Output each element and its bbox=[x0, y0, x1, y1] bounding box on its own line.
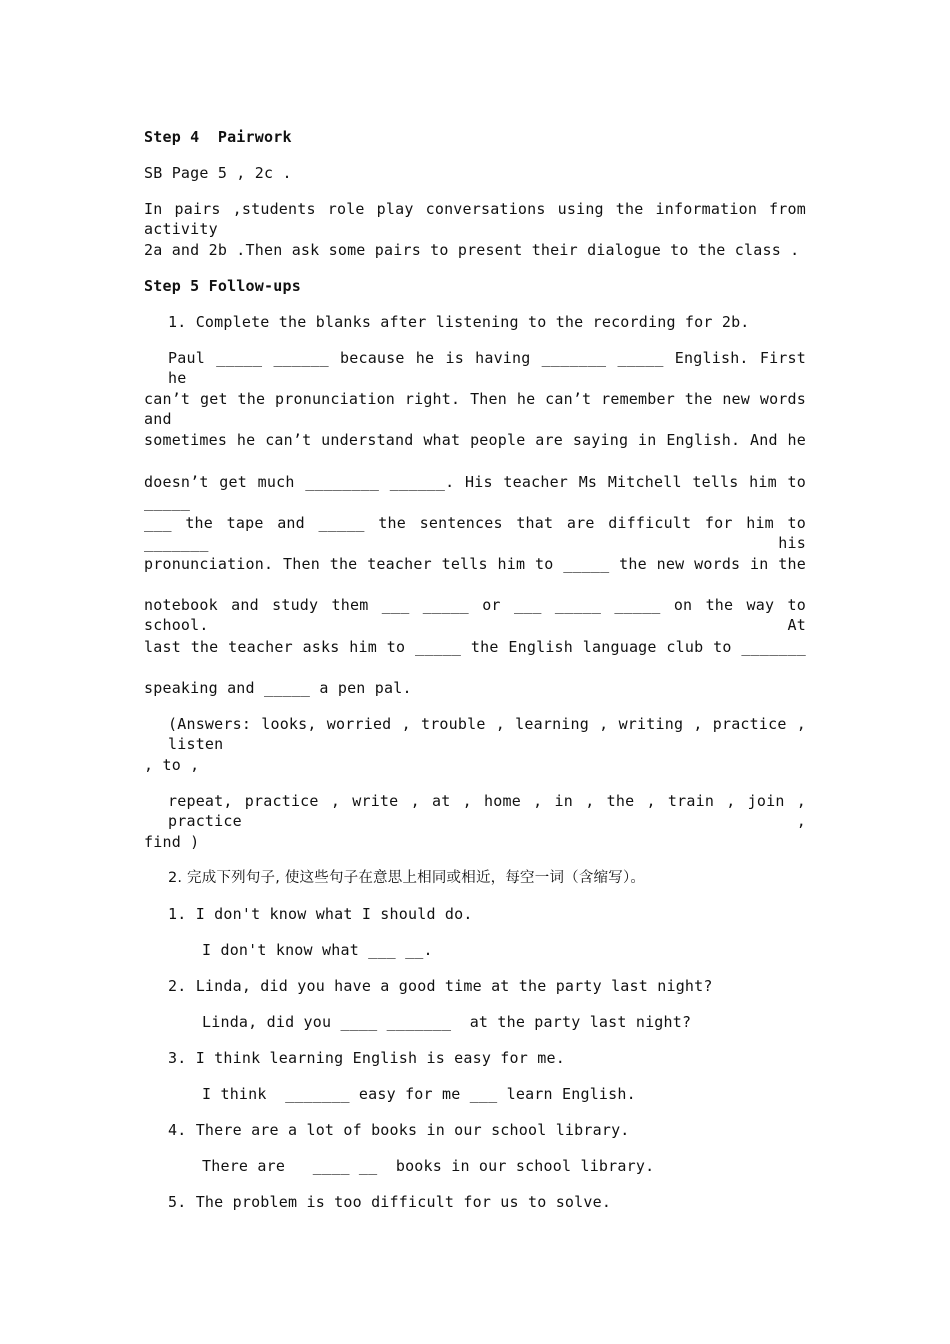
step4-instruction-line-1: In pairs ,students role play conversations using the information from activity bbox=[144, 200, 806, 238]
step4-instruction-line-2: 2a and 2b .Then ask some pairs to present their dialogue to the class . bbox=[144, 241, 800, 259]
exercise-question: 1. I don't know what I should do. bbox=[168, 905, 473, 923]
passage-line: can’t get the pronunciation right. Then he can’t remember the new words and bbox=[144, 390, 806, 428]
passage-line: sometimes he can’t understand what people are saying in English. And he bbox=[144, 431, 806, 449]
passage-line: Paul _____ ______ because he is having _______ _____ English. First he bbox=[168, 349, 806, 387]
answers-line: (Answers: looks, worried , trouble , learning , writing , practice , listen bbox=[168, 715, 806, 753]
answers-line: repeat, practice , write , at , home , in , the , train , join , practice , bbox=[168, 792, 806, 830]
passage-line: ___ the tape and _____ the sentences that are difficult for him to _______ his bbox=[144, 514, 806, 552]
exercise-answer: I think _______ easy for me ___ learn English. bbox=[202, 1085, 636, 1103]
exercise-answer: There are ____ __ books in our school library. bbox=[202, 1157, 655, 1175]
step4-heading: Step 4 Pairwork bbox=[144, 128, 292, 146]
task1-title: 1. Complete the blanks after listening to the recording for 2b. bbox=[168, 313, 750, 331]
exercise-answer: I don't know what ___ __. bbox=[202, 941, 433, 959]
exercise-question: 3. I think learning English is easy for me. bbox=[168, 1049, 565, 1067]
exercise-question: 4. There are a lot of books in our school library. bbox=[168, 1121, 630, 1139]
passage-line: pronunciation. Then the teacher tells him to _____ the new words in the bbox=[144, 555, 806, 573]
answers-line: find ) bbox=[144, 833, 200, 851]
step4-reference: SB Page 5 , 2c . bbox=[144, 164, 292, 182]
passage-line: last the teacher asks him to _____ the English language club to _______ bbox=[144, 638, 806, 656]
step5-heading: Step 5 Follow-ups bbox=[144, 277, 301, 295]
task2-title: 2. 完成下列句子, 使这些句子在意思上相同或相近，每空一词（含缩写）。 bbox=[168, 870, 646, 886]
exercise-question: 2. Linda, did you have a good time at the party last night? bbox=[168, 977, 713, 995]
passage-line: notebook and study them ___ _____ or ___ _____ _____ on the way to school. At bbox=[144, 596, 806, 634]
passage-line: speaking and _____ a pen pal. bbox=[144, 679, 412, 697]
exercise-question: 5. The problem is too difficult for us to solve. bbox=[168, 1193, 612, 1211]
answers-line: , to , bbox=[144, 756, 200, 774]
exercise-answer: Linda, did you ____ _______ at the party last night? bbox=[202, 1013, 692, 1031]
passage-line: doesn’t get much ________ ______. His teacher Ms Mitchell tells him to _____ bbox=[144, 473, 806, 511]
